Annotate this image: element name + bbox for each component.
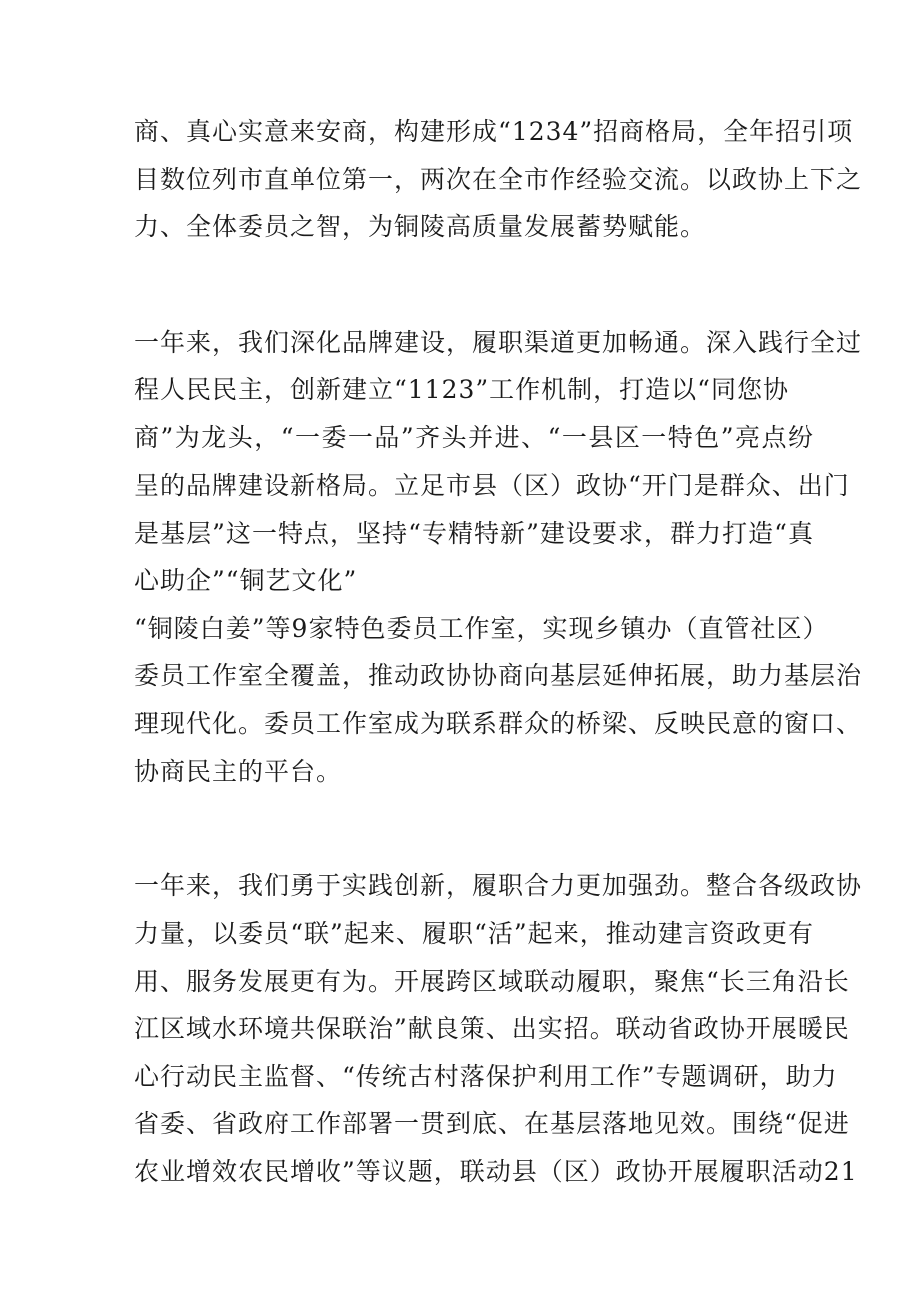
text-line: “铜陵白姜”等9家特色委员工作室，实现乡镇办（直管社区）: [134, 614, 829, 643]
text-line: 程人民民主，创新建立“1123”工作机制，打造以“同您协: [134, 375, 789, 404]
text-line: 心助企”“铜艺文化”: [134, 566, 358, 595]
text-line: 目数位列市直单位第一，两次在全市作经验交流。以政协上下之: [134, 165, 863, 194]
text-line: 商、真心实意来安商，构建形成“1234”招商格局，全年招引项: [134, 117, 854, 146]
text-line: 力、全体委员之智，为铜陵高质量发展蓄势赋能。: [134, 212, 707, 241]
text-line: 力量，以委员“联”起来、履职“活”起来，推动建言资政更有: [134, 919, 814, 948]
text-line: 商”为龙头，“一委一品”齐头并进、“一县区一特色”亮点纷: [134, 423, 814, 452]
text-line: 省委、省政府工作部署一贯到底、在基层落地见效。围绕“促进: [134, 1109, 850, 1138]
text-line: 农业增效农民增收”等议题，联动县（区）政协开展履职活动21: [134, 1157, 858, 1186]
text-line: 用、服务发展更有为。开展跨区域联动履职，聚焦“长三角沿长: [134, 967, 850, 996]
text-line: 委员工作室全覆盖，推动政协协商向基层延伸拓展，助力基层治: [134, 661, 863, 690]
text-line: 江区域水环境共保联治”献良策、出实招。联动省政协开展暖民: [134, 1014, 850, 1043]
text-line: 一年来，我们勇于实践创新，履职合力更加强劲。整合各级政协: [134, 871, 863, 900]
text-line: 心行动民主监督、“传统古村落保护利用工作”专题调研，助力: [134, 1062, 838, 1091]
text-line: 协商民主的平台。: [134, 757, 343, 786]
text-line: 是基层”这一特点，坚持“专精特新”建设要求，群力打造“真: [134, 519, 814, 548]
text-line: 呈的品牌建设新格局。立足市县（区）政协“开门是群众、出门: [134, 471, 850, 500]
text-line: 一年来，我们深化品牌建设，履职渠道更加畅通。深入践行全过: [134, 328, 863, 357]
text-line: 理现代化。委员工作室成为联系群众的桥梁、反映民意的窗口、: [134, 709, 863, 738]
